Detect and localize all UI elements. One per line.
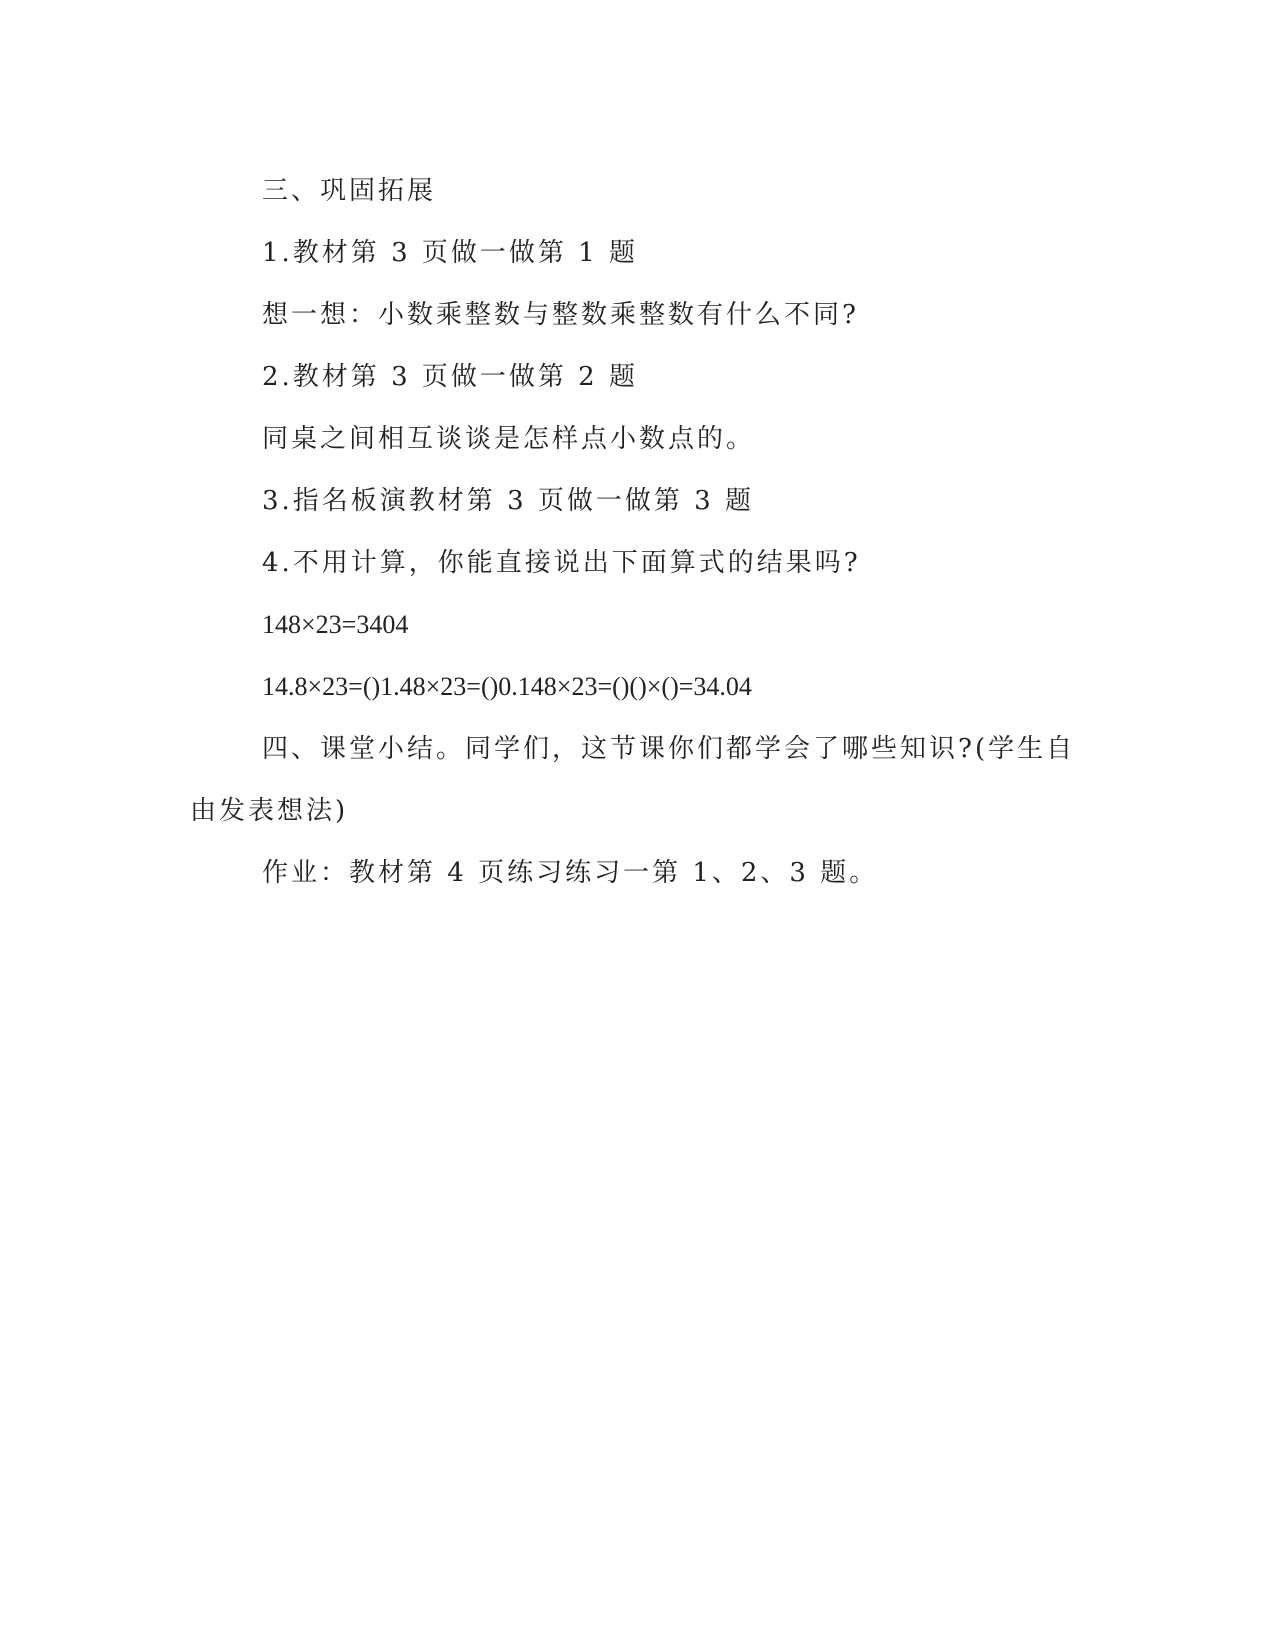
equation-base: 148×23=3404 [262, 610, 409, 639]
exercise-item-2: 2.教材第 3 页做一做第 2 题 [262, 362, 638, 392]
section-heading-consolidation: 三、巩固拓展 [262, 176, 437, 206]
document-body [190, 160, 1076, 904]
think-question: 想一想：小数乘整数与整数乘整数有什么不同? [262, 300, 859, 330]
section-heading-summary: 四、课堂小结。同学们，这节课你们都学会了哪些知识?(学生自 [262, 734, 1076, 764]
summary-continuation: 由发表想法) [190, 796, 349, 826]
exercise-item-4: 4.不用计算，你能直接说出下面算式的结果吗? [262, 548, 861, 578]
exercise-item-3: 3.指名板演教材第 3 页做一做第 3 题 [262, 486, 754, 516]
exercise-item-1: 1.教材第 3 页做一做第 1 题 [262, 238, 638, 268]
homework-assignment: 作业：教材第 4 页练习练习一第 1、2、3 题。 [262, 858, 879, 888]
equation-exercises: 14.8×23=()1.48×23=()0.148×23=()()×()=34.04 [262, 672, 752, 701]
discussion-prompt: 同桌之间相互谈谈是怎样点小数点的。 [262, 424, 756, 454]
